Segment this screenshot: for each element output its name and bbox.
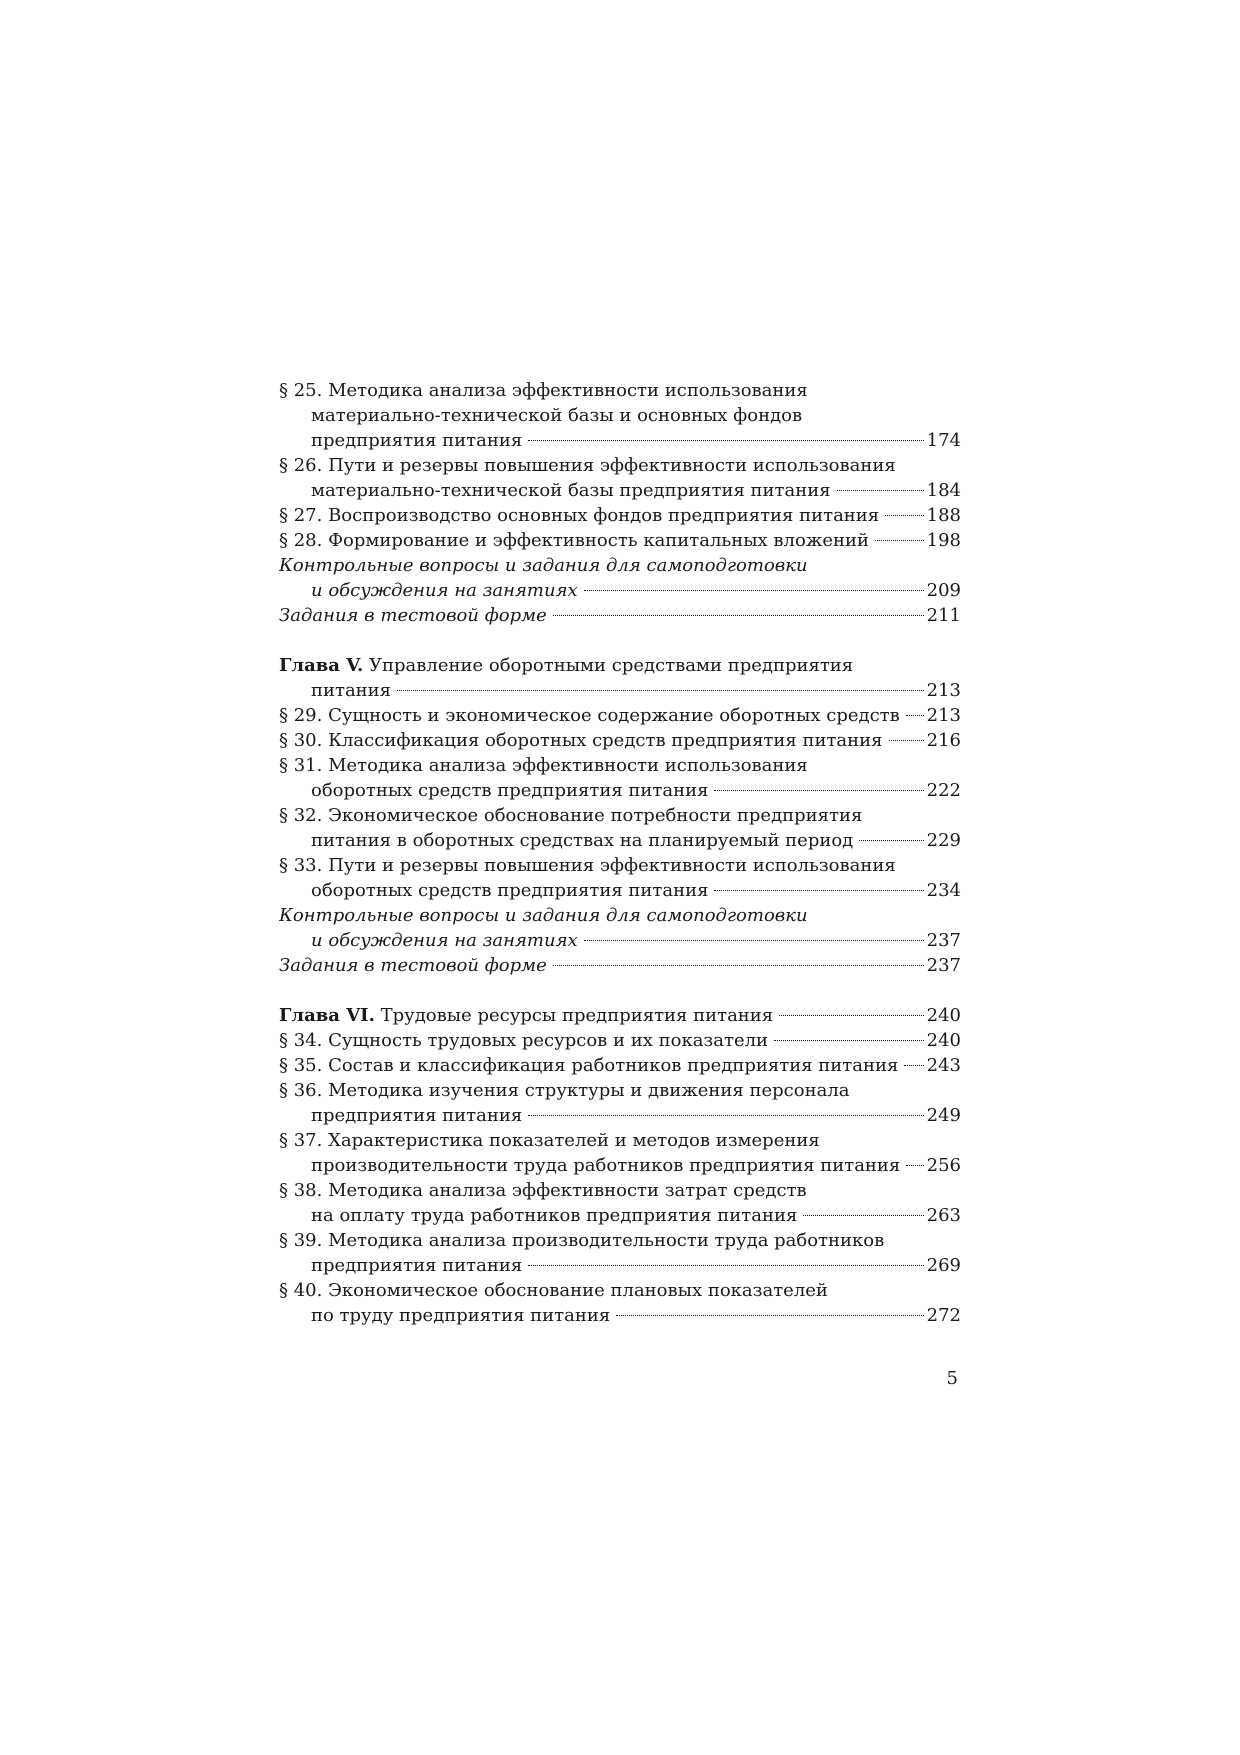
toc-line (279, 903, 961, 928)
toc-line (279, 1053, 961, 1078)
toc-line (279, 1103, 961, 1128)
toc-page-number: 243 (926, 1055, 961, 1076)
toc-entry[interactable] (279, 703, 961, 728)
toc-entry[interactable] (279, 853, 961, 903)
toc-entry[interactable] (279, 1053, 961, 1078)
dot-leader (584, 590, 924, 591)
toc-line (279, 753, 961, 778)
toc-text: Задания в тестовой форме (279, 605, 547, 626)
dot-leader (553, 965, 924, 966)
toc-text: оборотных средств предприятия питания (311, 880, 709, 901)
toc-page-number: 263 (926, 1205, 961, 1226)
toc-text: на оплату труда работников предприятия питания (311, 1205, 798, 1226)
toc-text: § 34. Сущность трудовых ресурсов и их показатели (279, 1030, 769, 1051)
toc-entry[interactable] (279, 903, 961, 953)
toc-line (279, 1178, 961, 1203)
toc-page-number: 240 (926, 1030, 961, 1051)
toc-line (279, 1228, 961, 1253)
toc-page-number: 213 (926, 705, 961, 726)
toc-line (279, 878, 961, 903)
toc-text: Контрольные вопросы и задания для самоподготовки (279, 555, 808, 576)
toc-entry[interactable] (279, 603, 961, 628)
toc-entry[interactable] (279, 953, 961, 978)
dot-leader (779, 1015, 923, 1016)
toc-line (279, 653, 961, 678)
dot-leader (528, 1265, 923, 1266)
dot-leader (774, 1040, 924, 1041)
toc-text: § 38. Методика анализа эффективности затрат средств (279, 1180, 807, 1201)
toc-entry[interactable] (279, 1128, 961, 1178)
toc-page-number: 216 (926, 730, 961, 751)
toc-text: § 40. Экономическое обоснование плановых показателей (279, 1280, 828, 1301)
dot-leader (528, 1115, 923, 1116)
table-of-contents (279, 378, 961, 1328)
toc-text: Задания в тестовой форме (279, 955, 547, 976)
dot-leader (906, 1165, 923, 1166)
toc-text: предприятия питания (311, 430, 523, 451)
toc-entry[interactable] (279, 803, 961, 853)
toc-entry[interactable] (279, 503, 961, 528)
toc-group (279, 378, 961, 628)
toc-text: Трудовые ресурсы предприятия питания (374, 1005, 774, 1026)
toc-text: § 39. Методика анализа производительности труда работников (279, 1230, 885, 1251)
toc-page-number: 249 (926, 1105, 961, 1126)
toc-line (279, 503, 961, 528)
dot-leader (584, 940, 924, 941)
toc-line (279, 603, 961, 628)
toc-text: § 25. Методика анализа эффективности использования (279, 380, 808, 401)
toc-line (279, 1303, 961, 1328)
toc-page-number: 269 (926, 1255, 961, 1276)
toc-line (279, 1128, 961, 1153)
dot-leader (885, 515, 923, 516)
toc-page-number: 174 (926, 430, 961, 451)
dot-leader (904, 1065, 923, 1066)
toc-chapter-entry[interactable] (279, 653, 961, 703)
toc-page-number: 237 (926, 930, 961, 951)
toc-text-wrap (279, 655, 853, 676)
toc-text: § 26. Пути и резервы повышения эффективности использования (279, 455, 896, 476)
toc-page-number: 209 (926, 580, 961, 601)
toc-line (279, 453, 961, 478)
toc-line (279, 828, 961, 853)
dot-leader (616, 1315, 923, 1316)
toc-entry[interactable] (279, 453, 961, 503)
toc-text: § 29. Сущность и экономическое содержание оборотных средств (279, 705, 900, 726)
toc-page-number: 256 (926, 1155, 961, 1176)
toc-entry[interactable] (279, 378, 961, 453)
toc-entry[interactable] (279, 1028, 961, 1053)
toc-text: § 36. Методика изучения структуры и движения персонала (279, 1080, 850, 1101)
toc-text: материально-технической базы и основных фондов (311, 405, 803, 426)
toc-line (279, 428, 961, 453)
toc-text: производительности труда работников предприятия питания (311, 1155, 901, 1176)
toc-group (279, 1003, 961, 1328)
toc-page-number: 184 (926, 480, 961, 501)
toc-line (279, 403, 961, 428)
dot-leader (837, 490, 924, 491)
toc-text: § 32. Экономическое обоснование потребности предприятия (279, 805, 863, 826)
toc-text-wrap (279, 1003, 773, 1028)
toc-line (279, 853, 961, 878)
toc-text: и обсуждения на занятиях (311, 930, 578, 951)
dot-leader (714, 890, 923, 891)
toc-line (279, 1003, 961, 1028)
toc-line (279, 928, 961, 953)
page-number: 5 (946, 1368, 958, 1389)
toc-text: § 28. Формирование и эффективность капитальных вложений (279, 530, 870, 551)
toc-entry[interactable] (279, 553, 961, 603)
dot-leader (397, 690, 924, 691)
toc-text: Контрольные вопросы и задания для самоподготовки (279, 905, 808, 926)
dot-leader (889, 740, 924, 741)
toc-entry[interactable] (279, 1228, 961, 1278)
toc-line (279, 553, 961, 578)
toc-page-number: 272 (926, 1305, 961, 1326)
toc-text: § 35. Состав и классификация работников предприятия питания (279, 1055, 899, 1076)
toc-line (279, 728, 961, 753)
toc-line (279, 678, 961, 703)
toc-page-number: 188 (926, 505, 961, 526)
toc-line (279, 528, 961, 553)
toc-text: предприятия питания (311, 1255, 523, 1276)
dot-leader (859, 840, 923, 841)
toc-text: и обсуждения на занятиях (311, 580, 578, 601)
toc-entry[interactable] (279, 1078, 961, 1128)
toc-line (279, 578, 961, 603)
toc-entry[interactable] (279, 1178, 961, 1228)
toc-line (279, 478, 961, 503)
toc-text: § 37. Характеристика показателей и методов измерения (279, 1130, 820, 1151)
toc-entry[interactable] (279, 728, 961, 753)
toc-text: § 30. Классификация оборотных средств предприятия питания (279, 730, 883, 751)
toc-page-number: 222 (926, 780, 961, 801)
toc-text: Управление оборотными средствами предприятия (363, 655, 854, 676)
dot-leader (553, 615, 924, 616)
toc-line (279, 803, 961, 828)
chapter-label: Глава VI. (279, 1005, 375, 1026)
toc-page-number: 229 (926, 830, 961, 851)
toc-entry[interactable] (279, 528, 961, 553)
dot-leader (803, 1215, 923, 1216)
toc-entry[interactable] (279, 753, 961, 803)
toc-text: § 27. Воспроизводство основных фондов предприятия питания (279, 505, 880, 526)
toc-page-number: 198 (926, 530, 961, 551)
dot-leader (906, 715, 924, 716)
toc-line (279, 1203, 961, 1228)
toc-line (279, 953, 961, 978)
toc-text: питания в оборотных средствах на планируемый период (311, 830, 854, 851)
toc-group (279, 653, 961, 978)
toc-line (279, 1078, 961, 1103)
toc-text: предприятия питания (311, 1105, 523, 1126)
toc-page-number: 240 (926, 1005, 961, 1026)
toc-text: § 33. Пути и резервы повышения эффективности использования (279, 855, 896, 876)
toc-chapter-entry[interactable] (279, 1003, 961, 1028)
toc-line (279, 378, 961, 403)
dot-leader (528, 440, 923, 441)
toc-page-number: 237 (926, 955, 961, 976)
toc-page-number: 234 (926, 880, 961, 901)
toc-entry[interactable] (279, 1278, 961, 1328)
toc-text: материально-технической базы предприятия питания (311, 480, 831, 501)
toc-line (279, 1153, 961, 1178)
dot-leader (875, 540, 924, 541)
toc-line (279, 778, 961, 803)
toc-text: § 31. Методика анализа эффективности использования (279, 755, 808, 776)
toc-line (279, 703, 961, 728)
toc-text: питания (311, 680, 392, 701)
toc-page-number: 211 (926, 605, 961, 626)
chapter-label: Глава V. (279, 655, 364, 676)
toc-line (279, 1278, 961, 1303)
toc-text: оборотных средств предприятия питания (311, 780, 709, 801)
toc-page-number: 213 (926, 680, 961, 701)
toc-text: по труду предприятия питания (311, 1305, 611, 1326)
dot-leader (714, 790, 923, 791)
toc-line (279, 1028, 961, 1053)
toc-line (279, 1253, 961, 1278)
